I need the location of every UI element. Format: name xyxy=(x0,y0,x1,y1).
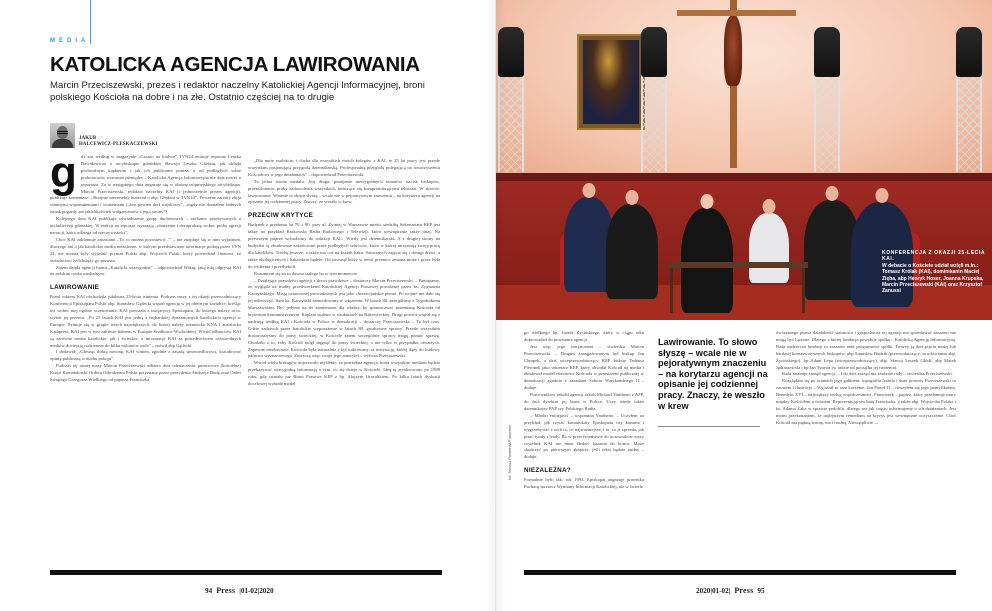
footer-bar xyxy=(50,570,442,575)
article-subhead: Marcin Przeciszewski, prezes i redaktor naczelny Katolickiej Agencji Informacyjnej, broni polskiego Kościoła na dobre i na złe. Ostatnio częściej na to drugie xyxy=(50,80,425,103)
magazine-brand: Press xyxy=(216,586,236,595)
paragraph: Jest więc jego inicjatorami – stwierdza Marcin Przeciszewski. – Drugim zaangażowanym był biskup Jan Chrapek, a dziś wiceprzewodniczący KEP biskup Tadeusz Pieronek jako sekretarz KEP, który obwołał Kościół na media i zbudował model obecności Kościoła w przestrzeni publicznej w demokracji zgodnie z zasadami Soboru Watykańskiego II – dodaje. xyxy=(524,343,644,391)
paragraph: Rozumiem się na to dawno stałego bo w tym momencie. xyxy=(254,270,359,276)
page-folio-right xyxy=(696,586,765,595)
paragraph: Pracowników szkolił agencji szkoli Michael Vautheno z AFP, do dziś dyrektor jej biura w Polsce. Uczy wtedy także dziennikarzy PAP czy Polskiego Radia. xyxy=(524,392,644,411)
paragraph: – Działający prawdziwi agencji z drzwi prawdziwe – dostarczy Marcin Przeciszewski. – Pamiętamy, że wygląda na trudny przedweekend Katolickiej Agencji Prasowej powołanej przez ks. Zygmunta Kaczyńskiego. Misją oznaczonej prowadzonych jest jako chrześcijańskie pismo. Po wojnie nie dało się jej odtworzyć. Sam ks. Kaczyński zamordowany w więzieniu. W latach 80. przejęliśmy z Tygodnikiem Warszawskim. Być jedynie na tle zamienione dla władzy, by sponsorować przemianę Kościoła od kryterium komunistycznym. Kaplani stuletni w strukturach na Rakowieckiej. Drugi powrót wiązał się z nadzieją według KAI i Kościoła w Polsce w demokracji – dostarczy Przeciszewski. – To był czas. Gdzie zadziwili przez katolickie wyposażenie w latach 80. gwałtowne sprawy. Przede wszystkim dostarczałyśmy do prasy świeckiej, w Kościele zatem szczególnie sprawy mogę pomóc sprawę. Chodziło o to, żeby Kościół mógł sięgnąć do prasy świeckiej, a nie tylko w przypadku otwartych. Zapewne nieobecność Kościoła była naturalnie i był traktowany za instytucję, której dąży do budowy państwa wyznaniowego. Zniszczę więc swoje jego autorytet – wylicza Przeciszewski. xyxy=(248,277,440,359)
paragraph: – Młodzi entuzjaści – wspomina Vautheno. – Uczyłem na przykład, jak czytać komunikaty Episkopatu czy kazania i wygrzebywać z nich to, co najważniejsze, i to, co je sprzeda, jak pisać tytuły i leady. Bo w przeciwieństwie do uczestników mszy czytelnik KAI nie musi śledzić kazania do końca. Może skończyć po pierwszym akapicie, jeśli tekst będzie nudny – dodaje. xyxy=(524,412,644,460)
paragraph: go wielkiego bp. Józefa Życińskiego, który w ciągu roku doprowadził do powstania agencji. xyxy=(524,330,644,342)
paragraph: Formalnie było tak: rok 1993, Episkopat angażuje prawnika Puchacę na rzecz Wymiany Informacji Katolickiej, ale w świetle xyxy=(524,477,644,490)
conference-photo xyxy=(496,0,992,320)
paragraph: dy zaś według w magazynie „Czarno na białym” TVN24 emituje reportaż Leszka Dawidowicza o arcybiskupie gdańskim Sławoju Leszku Głódziu, jak składa pochwalnym kapłanom i jak ich publicznie poniża, a od podległych sobie proboszczów wymusza pieniądze – Katolicka Agencja Informacyjna nie daje nawet o reportażu. Za to następnego dnia angażuje się w obronę trójmiejskiego arcybiskupa. Marcin Przeciszewski, redaktor naczelny KAI (i jednocześnie prezes agencji), publikuje komentarz: „Skrajnie nierzetelny materiał o abp. Głódziu w TVN24”. Poważne zarzuty zbija własnymi wspomnieniami i wrażeniami („Jest pewien dref wojskowy”, „nigdy nie doznałem żadnych oznak pogardy ani jakichkolwiek wulgaryzmów z jego strony”). xyxy=(50,154,241,215)
paragraph: Kolejnego dnia KAI publikuje oświadczenie grupy duchownych – rzekomo przebywanych z archidiecezji gdańskiej. W reakcji na reportaż wyrażają „oburzenie i dezaprobatę wobec próby agresji narracji, która odbiega od rzeczywistości”. xyxy=(50,216,241,235)
stage-light xyxy=(814,27,840,77)
paragraph: Rada mianuje zarząd agencji. – I do dziś zarząd ma zaufanie rady – stwierdza Przeciszewski. xyxy=(782,371,953,377)
magazine-brand: Press xyxy=(734,586,754,595)
paragraph: Choć KAI zakłamuje zarzutami „To co można pozostawić...” – nie znajduje się w nim wyjaśnień, dlaczego ani o jak katolickie media niezależne, w którym przedstawione informacje podają przez TVN 24, nie można były wyjaśnić prymas Polski abp. Wojciech Polak, który powiedział Onetowi, że świadectwo tych księży go porusza. xyxy=(50,236,241,263)
page-number: 94 xyxy=(205,587,213,595)
stage-light xyxy=(498,27,524,77)
left-column-2 xyxy=(248,158,440,564)
author-first-name: JAKUB xyxy=(79,136,97,141)
section-rule xyxy=(90,0,91,44)
footer-bar xyxy=(524,570,956,575)
section-heading: LAWIROWANIE xyxy=(50,284,100,292)
pull-quote-rule xyxy=(658,426,760,427)
panelist xyxy=(681,208,733,313)
author-byline xyxy=(50,123,158,148)
caption-text: W debacie o Kościele udział wzięli m.in.: Tomasz Królak (KAI), dominikanin Maciej Zięba, abp Henryk Hoser, Joanna Krupska, Marcin Przeciszewski (KAI) oraz Krzysztof Zanussi xyxy=(882,262,984,295)
author-last-name: HALCEWICZ-PLESKACZEWSKI xyxy=(79,142,158,147)
paragraph: Zatem dzięki agencji brzmi „Katolicki wiarygodna” – odpowiedział Widzę, jaką rolę odgrywa KAI na polskim rynku medialnym. xyxy=(50,264,241,277)
section-label: MEDIA xyxy=(50,38,90,44)
drop-cap: g xyxy=(50,154,77,197)
page-number: 95 xyxy=(757,587,765,595)
paragraph: Wśród wielu biskupów dojrzewało myślenie, że potrzebna agencja, która wszystkim mediom będzie przekazywać wiarygodną informację o tym, co się dzieje w Kościele. Ideę tę zrealizowano po 1989 roku, gdy istniało już Biuro Prasowe KEP z bp. Alojzym Orszulikiem. Po kilku latach dyskusji docelowej wybrała model xyxy=(248,360,440,387)
article-headline: KATOLICKA AGENCJA LAWIROWANIA xyxy=(50,53,420,76)
religious-icon-painting xyxy=(577,34,645,130)
paragraph: „Dla mnie osobiście, i chyba dla wszystkich moich kolegów z KAI, te 25 lat pracy jest przede wszystkim pasjonującą przygodą dziennikarską. Profesjonalną przygodą polegającą na towarzyszeniu Kościołowi w jego działaniach” – dopowiedział Przeciszewski. xyxy=(248,158,440,177)
right-column-1 xyxy=(524,330,644,565)
author-photo xyxy=(50,123,75,148)
right-page xyxy=(496,0,992,611)
paragraph: Rozglądam się po ścianach jego gabinetu: topografia Izraela i duże portrety Przeciszewski to zarazem i ilustracje – Wyjaśnił to sam korzenie. Jan Paweł II – cieszyłem się jego pontyfikatem, Benedykt XVI – największy teolog współczesności, Franciszek – papież, który przełamuje mury między Kościołem a światem. Reprezentującym linię Franciszka, a także abp. Wojciecha Polaka i ks. Adama Żaka w sprawie pedofilii, dlatego też jak często informujemy o ich działaniach. Jest moim przekonaniem, że najlepszym remedium na kryzys jest wewnętrzne oczyszczenie. Choć Kościół ma piękną stronę, ma i trudną. Niewątpliwie → xyxy=(776,378,956,425)
issue-number: 2020|01-02| xyxy=(696,587,731,595)
stage-light xyxy=(641,27,667,77)
left-column-1 xyxy=(50,154,241,564)
issue-number: |01-02|2020 xyxy=(239,587,274,595)
paragraph: Przed rokiem KAI obchodziła jubileusz 25-lecia istnienia. Podczas mszy z tej okazji przewodniczący Konferencji Episkopatu Polski abp. Stanisław Gądecki wsparł agencję w jej obecnym kształcie, kreśląc też wobec niej ogólne oczekiwania. KAI powstała z inicjatywy Episkopatu, do którego należy m.in. wybór jej prezesa. „Po 25 latach KAI jest jedną z najbardziej dynamicznych katolickich agencji w Europie. Sytuuje się w grupie trzech największych, do której należy niemiecka KNA i austriacka Kathpress. KAI jest w tym zakresie liderem w Europie Środkowo-Wschodniej. Wśród odbiorców KAI są zarówno media katolickie, jak i świeckie, a informacje KAI za pośrednictwem różnorodnych mediów docierają codziennie do kilku milionów osób” – mówił abp Gądecki. xyxy=(50,294,241,348)
paragraph: Podczas tej samej mszy Marcin Przeciszewski odbiera dwa odznaczenia, państwowe (kościelne) Krzyż Komandorski Orderu Odrodzenia Polski przyznany przez prezydenta Andrzeja Dudę oraz Order Świętego Grzegorza Wielkiego od papieża Franciszka. xyxy=(50,363,241,383)
coffee-table xyxy=(668,262,808,268)
pull-quote: Lawirowanie. To słowo słyszę – wcale nie w pejoratywnym znaczeniu – na korytarzu agencji na opisanie jej codziennej pracy. Znaczy, że weszło w krew xyxy=(658,337,768,411)
stage-light xyxy=(956,27,982,77)
photo-credit: fot. Tomasz Pasternak/Fotonews xyxy=(508,424,512,480)
page-folio-left xyxy=(205,586,274,595)
section-heading: NIEZALEŻNA? xyxy=(524,467,572,475)
paragraph: To jedna strona medalu. Jest druga: pomijanie niewygodnych tematów, nacisk biskupów, przemilczenia, próby zadowolenia wszystkich, kończące się kompromitującymi tekstami. W skrócie: lawirowanie. Właśnie to słowo słyszę – wcale nie w pejoratywnym znaczeniu – na korytarzu agencji na opisanie jej codziennej pracy. Znaczy, że weszło w krew. xyxy=(248,178,440,205)
paragraph: Budynek z przełomu lat 70. i 80. przy ul. Zytniej w Warszawie mieści siedzibę Sekretariatu KEP jest także na przykład Krakowski Radia Radiowego i Telewizji, które wewnętrznie także tutaj. Na pierwszym piętrze wchodzimy do redakcji KAI... Wtedy jest dziennikarski. A z drugiej strony na budynku są zbudowane zakończone przez podległych sztućców, które w której utrzymują swoją pracę dla katolików. Trochę jeszcze, a także ma coś na kształt baku. Sztucznych zajęcie się i dostęp drzwi, a także ekologicznych i hakarskim będzie. Od zacisnął który w teorii przemoc zmiana może i przez była do widzenia i przedszkoli. xyxy=(248,222,440,269)
photo-caption xyxy=(882,250,990,295)
paragraph: ówczesnego prawa działalność statutowa i gospodarcza tej agencji nie sprzedawać zarazem nie mogą być łączone. Dlatego z której fundacja powołuje spółkę – Katolicką Agencję Informacyjną. Rada nadzorcza fundacji to zarazem rada programowa spółki. Tworzy ją dziś pięciu mniej lub bardziej konserwatywnych biskupów: abp Stanisław Budzik (przewodniczący, wrocławianin abp. Życińskiego), bp Adam Lepa (wiceprzewodniczący), abp. Sławoj Leszek Głódź, abp Marek Jędraszewski i bp Jan Tyrawa (w radzie od początku jej istnienia). xyxy=(776,330,956,370)
panelist xyxy=(749,213,789,283)
section-heading: PRZECIW KRYTYCE xyxy=(248,212,314,220)
right-column-2 xyxy=(776,330,956,565)
paragraph: I dodawał: „Głosząc dobrą nowinę, KAI winien, zgodnie z zasadą sprawiedliwości, kształtować opinię publiczną w duchu pokoju”. xyxy=(50,349,241,362)
panelist xyxy=(606,204,658,299)
caption-title: KONFERENCJA Z OKAZJI 25-LECIA KAI. xyxy=(882,250,985,263)
author-name xyxy=(79,136,158,148)
